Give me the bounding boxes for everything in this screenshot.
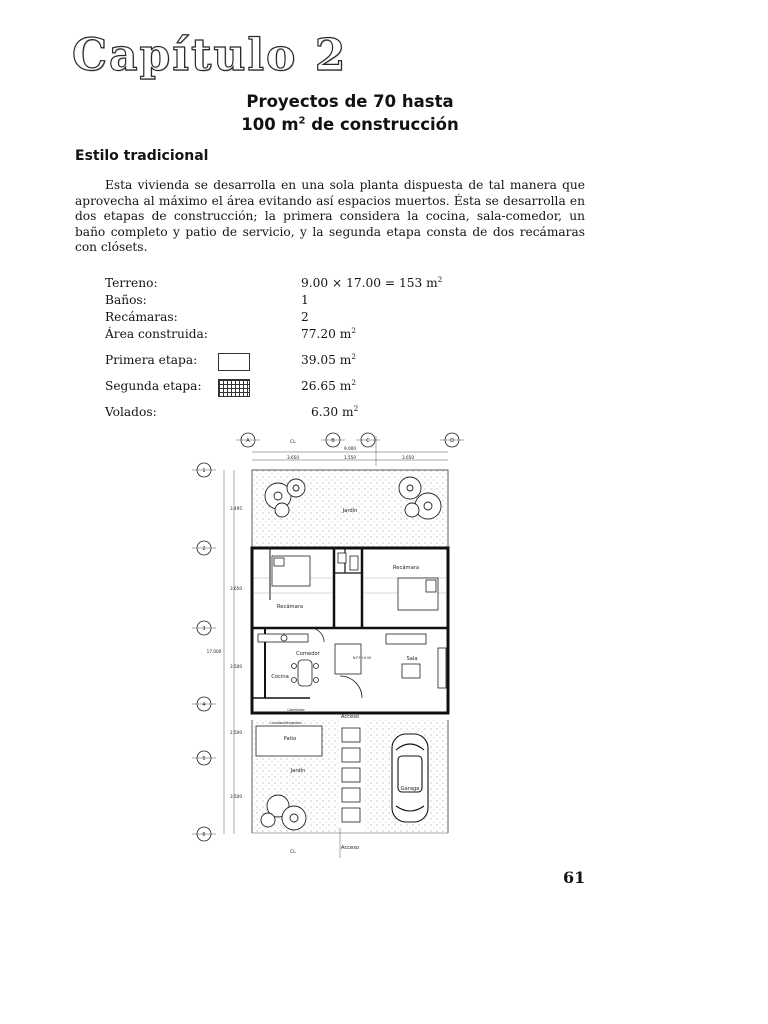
spec-row-area-construida: [105, 327, 465, 353]
svg-text:3.650: 3.650: [230, 586, 242, 591]
specs-table: [105, 276, 465, 422]
spec-label: Primera etapa:: [105, 353, 198, 367]
svg-text:4: 4: [202, 702, 206, 708]
svg-text:3.650: 3.650: [287, 455, 299, 460]
svg-text:CL: CL: [290, 850, 296, 855]
svg-text:17.000: 17.000: [206, 649, 222, 654]
page-number: 61: [563, 868, 586, 887]
svg-text:A: A: [246, 438, 250, 444]
spec-value: 39.05 $m^2$: [301, 351, 356, 367]
spec-value: 9.00 × 17.00 = 153 $m^2$: [301, 274, 443, 290]
spec-row-primera-etapa: [105, 353, 465, 379]
svg-text:Comedor: Comedor: [296, 651, 320, 657]
floor-plan: [190, 428, 480, 868]
svg-text:D: D: [450, 438, 454, 444]
svg-text:B: B: [331, 438, 335, 444]
svg-text:Patio: Patio: [283, 736, 297, 742]
legend-blank-swatch: [218, 353, 250, 371]
spec-label: Área construida:: [105, 327, 208, 341]
spec-label: Recámaras:: [105, 310, 178, 324]
svg-text:Sala: Sala: [406, 656, 418, 662]
svg-text:Recámara: Recámara: [392, 565, 420, 571]
svg-text:6: 6: [202, 832, 206, 838]
svg-text:3.500: 3.500: [230, 794, 242, 799]
spec-label: Segunda etapa:: [105, 379, 202, 393]
svg-text:3.500: 3.500: [230, 664, 242, 669]
spec-value: 1: [301, 293, 309, 307]
car-icon: [392, 734, 428, 822]
svg-text:N.P.T.+0.00: N.P.T.+0.00: [352, 656, 372, 660]
spec-row-segunda-etapa: [105, 379, 465, 405]
stepping-stones: [342, 728, 360, 822]
body-paragraph: Esta vivienda se desarrolla en una sola planta dispuesta de tal manera que aprovecha al máximo el área evitando así espacios muertos. Ésta se desarrolla en dos etapas de construcción; la primera considera la cocina, sala-comedor, un baño completo y patio de servicio, y la segunda etapa consta de dos recámaras con clósets.: [75, 178, 585, 255]
svg-text:Calentador: Calentador: [287, 708, 305, 712]
section-subtitle: Estilo tradicional: [75, 148, 209, 164]
spec-value: 2: [301, 310, 309, 324]
chapter-heading: Capítulo 2: [72, 30, 348, 81]
title-line-1: Proyectos de 70 hasta: [246, 92, 454, 111]
title-line-2: 100 $m^2$ de construcción: [241, 115, 459, 134]
spec-row-volados: [105, 405, 465, 422]
svg-text:2.500: 2.500: [230, 730, 242, 735]
svg-text:Cocina: Cocina: [271, 674, 289, 680]
svg-text:Acceso: Acceso: [340, 714, 360, 720]
spec-label: Volados:: [105, 405, 157, 419]
svg-text:1.550: 1.550: [344, 455, 356, 460]
svg-text:C: C: [366, 438, 370, 444]
svg-text:1: 1: [202, 468, 206, 474]
svg-text:9.000: 9.000: [344, 446, 356, 451]
svg-text:Jardín: Jardín: [342, 508, 358, 514]
svg-text:Jardín: Jardín: [290, 768, 306, 774]
spec-row-banos: [105, 293, 465, 310]
svg-text:Recámara: Recámara: [276, 604, 304, 610]
svg-text:Lavadero/fregadero: Lavadero/fregadero: [270, 721, 302, 725]
spec-label: Baños:: [105, 293, 147, 307]
spec-value: 26.65 $m^2$: [301, 377, 356, 393]
legend-grid-swatch: [218, 379, 250, 397]
page-title: [150, 90, 550, 136]
svg-text:5: 5: [202, 756, 206, 762]
svg-text:CL: CL: [290, 440, 296, 445]
svg-text:3.650: 3.650: [402, 455, 414, 460]
spec-value: 77.20 $m^2$: [301, 325, 356, 341]
spec-label: Terreno:: [105, 276, 158, 290]
spec-value: 6.30 $m^2$: [311, 403, 359, 419]
spec-row-recamaras: [105, 310, 465, 327]
spec-row-terreno: [105, 276, 465, 293]
svg-text:3: 3: [202, 626, 206, 632]
svg-text:3.495: 3.495: [230, 506, 242, 511]
svg-text:Garage: Garage: [400, 786, 420, 792]
floor-plan-drawing: [190, 428, 480, 868]
svg-text:Acceso: Acceso: [340, 845, 360, 851]
svg-text:2: 2: [202, 546, 206, 552]
